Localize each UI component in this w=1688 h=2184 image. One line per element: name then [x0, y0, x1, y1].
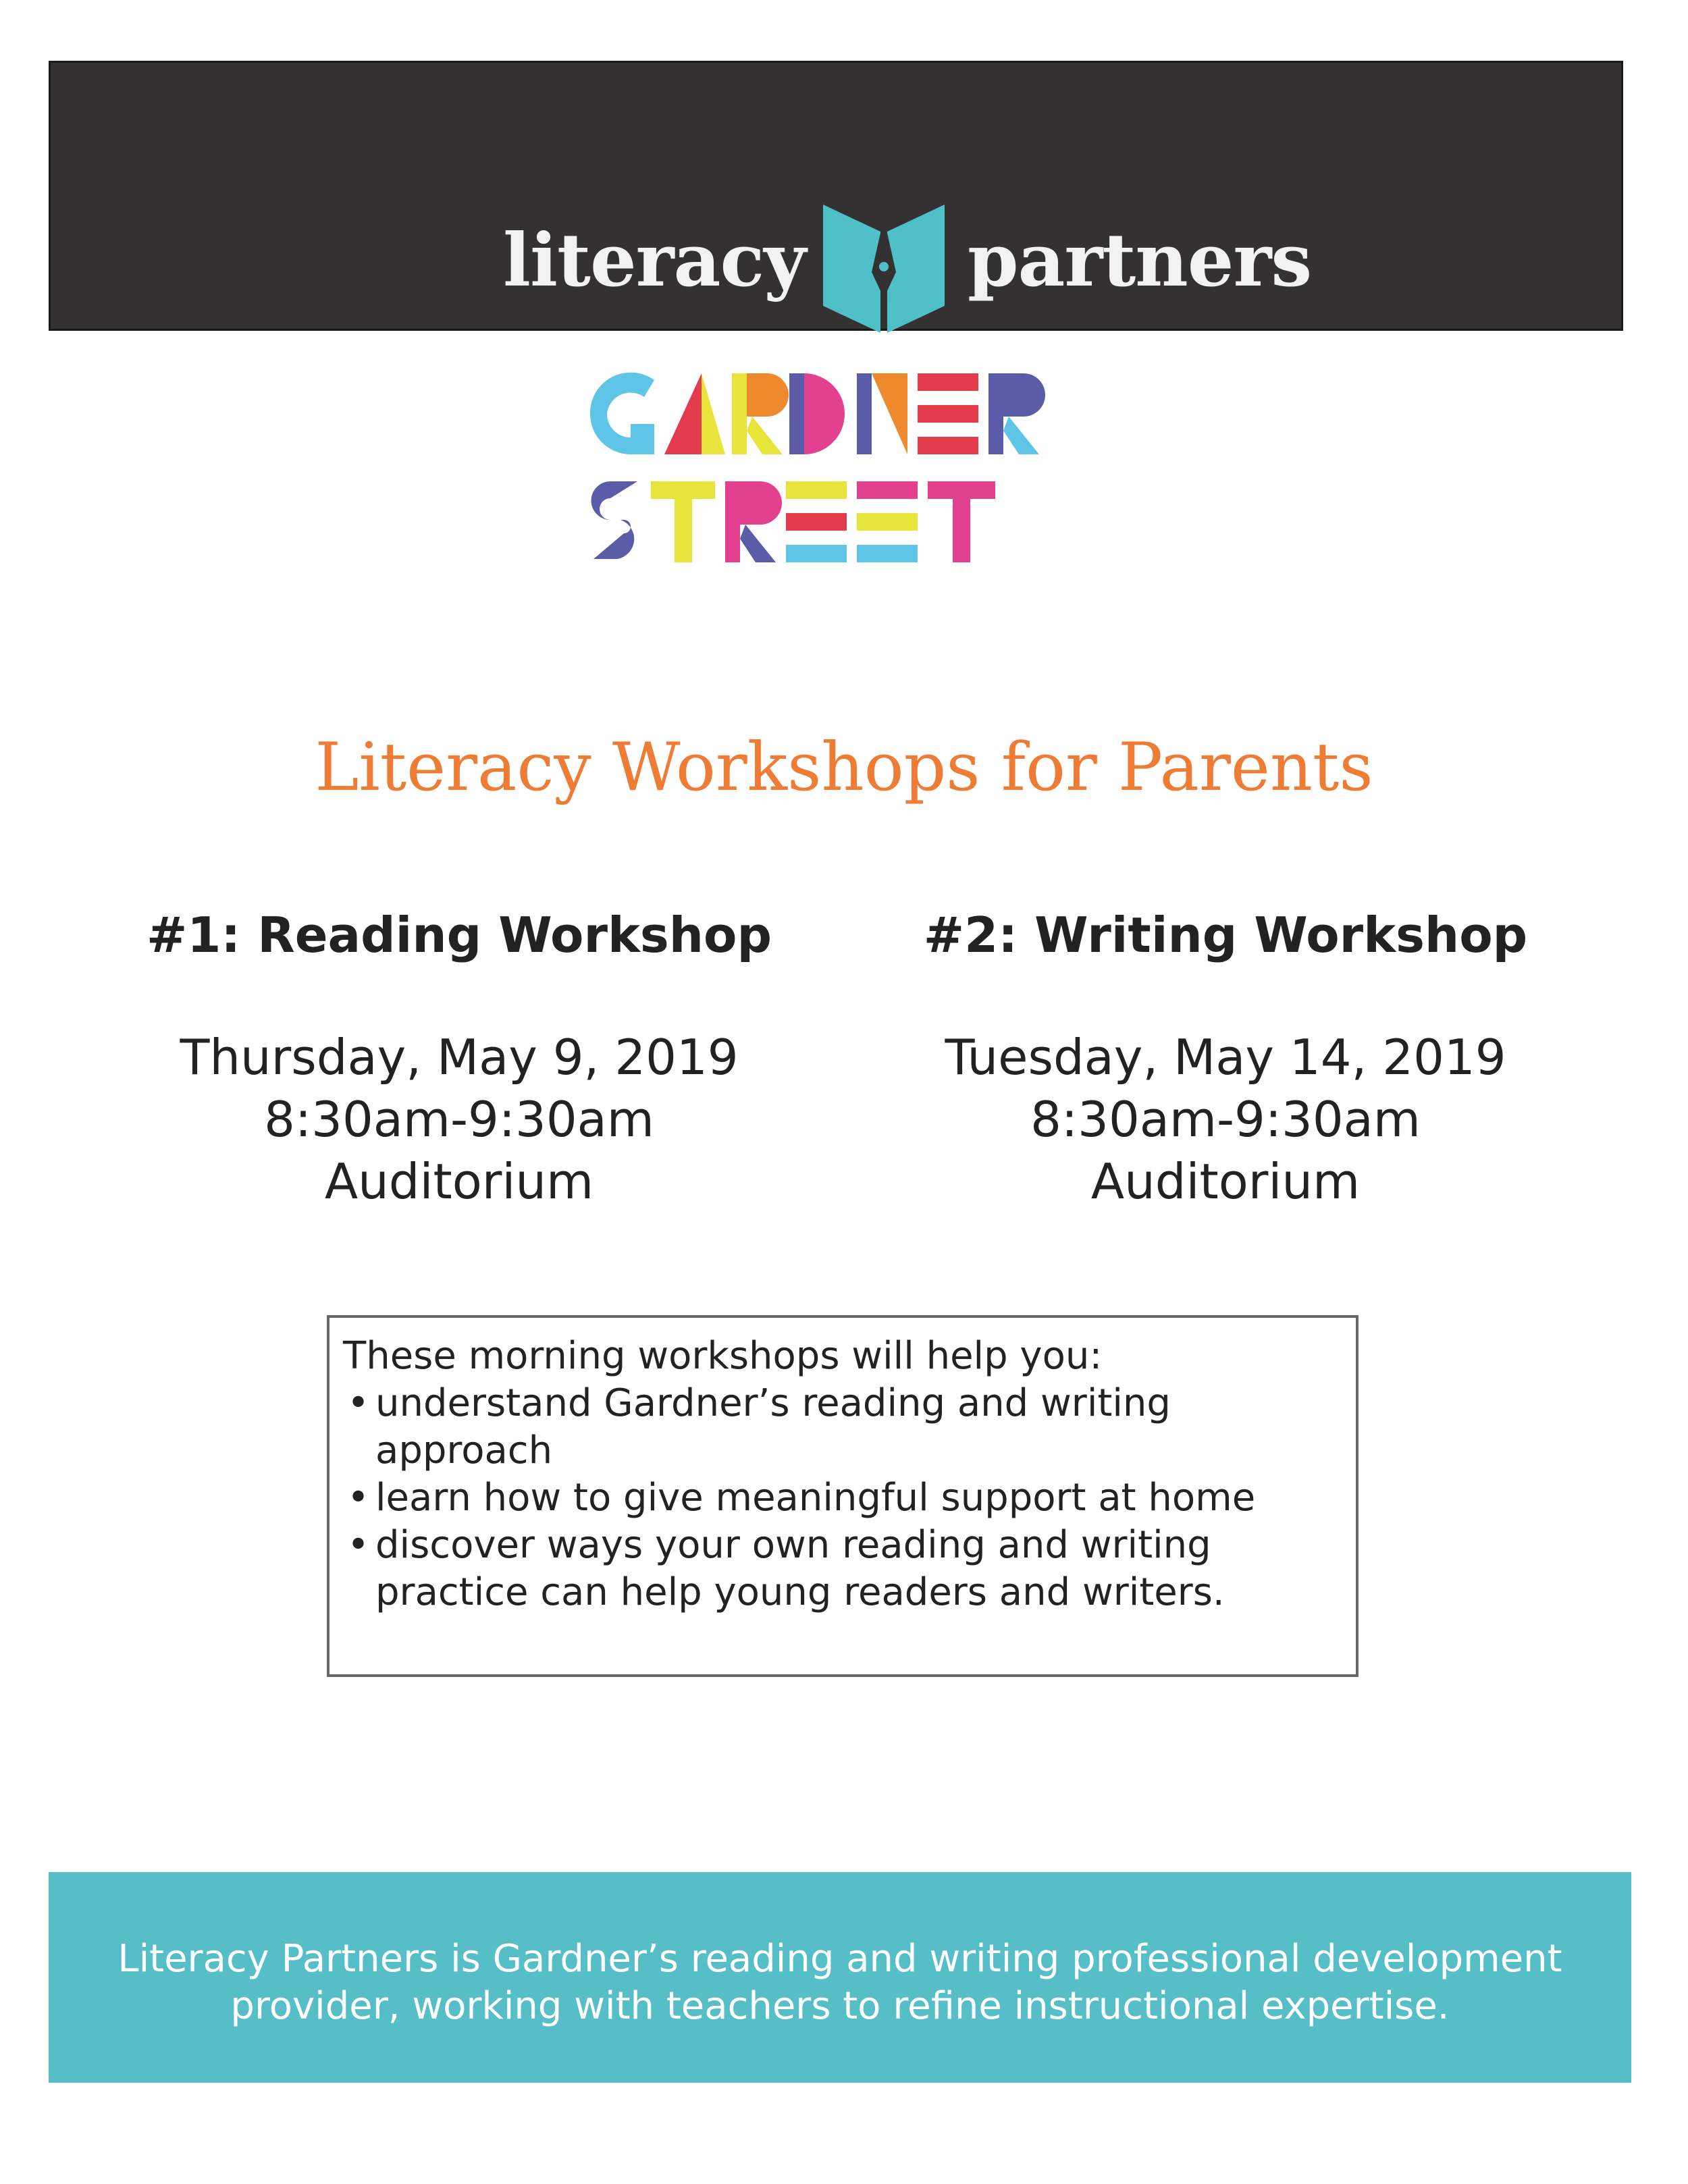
logo-word-partners: partners: [968, 218, 1312, 303]
benefits-list: [343, 1380, 1342, 1616]
workshop-title: #2: Writing Workshop: [923, 907, 1528, 963]
list-item: • discover ways your own reading and writing practice can help young readers and writers.: [343, 1522, 1342, 1616]
workshop-location: Auditorium: [1090, 1153, 1361, 1210]
workshop-title: #1: Reading Workshop: [146, 907, 772, 963]
workshop-time: 8:30am-9:30am: [264, 1091, 654, 1148]
workshop-date: Thursday, May 9, 2019: [180, 1029, 739, 1086]
open-book-pen-nib-icon: [816, 191, 951, 340]
street-letters: [591, 481, 995, 562]
workshop-date: Tuesday, May 14, 2019: [945, 1029, 1506, 1086]
gardner-street-logo: [590, 370, 1103, 572]
workshop-location: Auditorium: [324, 1153, 594, 1210]
header-banner: [49, 61, 1623, 331]
footer-line: Literacy Partners is Gardner’s reading and writing professional development: [117, 1937, 1562, 1981]
page-title: Literacy Workshops for Parents: [315, 729, 1373, 806]
workshop-time: 8:30am-9:30am: [1030, 1091, 1421, 1148]
benefits-box: [327, 1315, 1359, 1677]
workshop-reading: [122, 905, 797, 1213]
gardner-letters: [590, 373, 1045, 454]
benefits-intro: These morning workshops will help you:: [343, 1334, 1103, 1378]
workshop-writing: [888, 905, 1563, 1213]
list-item: • understand Gardner’s reading and writing approach: [343, 1380, 1342, 1474]
logo-word-literacy: literacy: [503, 218, 806, 303]
list-item: • learn how to give meaningful support at home: [343, 1474, 1342, 1522]
footer-banner: [49, 1872, 1631, 2083]
footer-line: provider, working with teachers to refine instructional expertise.: [230, 1984, 1450, 2028]
